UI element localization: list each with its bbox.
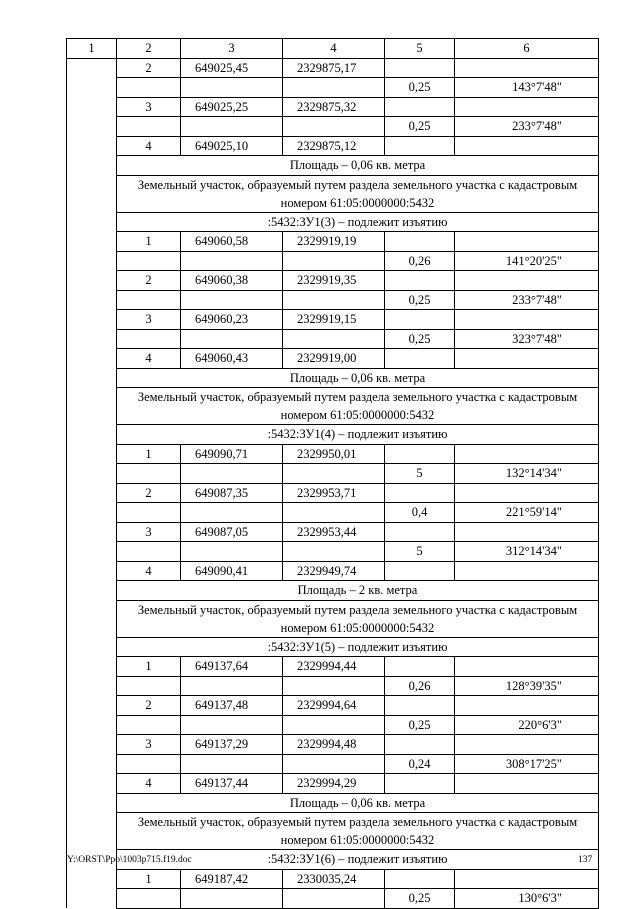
point-number: 1 [117,657,181,677]
coord-y: 2329919,00 [283,349,385,369]
empty-cell [385,696,455,716]
segment-angle: 233°7'48" [455,117,599,137]
empty-cell [283,889,385,909]
coord-y: 2329875,12 [283,136,385,156]
point-row [67,696,599,716]
empty-cell [67,388,117,425]
coord-y: 2329875,17 [283,58,385,78]
coord-x: 649060,38 [181,271,283,291]
segment-length: 0,25 [385,329,455,349]
coord-y: 2329919,19 [283,232,385,252]
point-number: 3 [117,522,181,542]
empty-cell [117,889,181,909]
empty-cell [455,310,599,330]
coord-x: 649187,42 [181,869,283,889]
empty-cell [283,117,385,137]
empty-cell [67,271,117,291]
segment-angle: 233°7'48" [455,290,599,310]
empty-cell [67,368,117,388]
block-title: Земельный участок, образуемый путем раздела земельного участка с кадастровым номером 61:05:0000000:5432 [117,388,599,425]
block-title-row [67,600,599,637]
coord-x: 649025,45 [181,58,283,78]
empty-cell [67,600,117,637]
empty-cell [67,464,117,484]
empty-cell [67,637,117,657]
empty-cell [67,117,117,137]
empty-cell [117,676,181,696]
empty-cell [181,251,283,271]
empty-cell [181,329,283,349]
area-value: Площадь – 0,06 кв. метра [117,793,599,813]
empty-cell [67,290,117,310]
empty-cell [385,136,455,156]
area-row [67,581,599,601]
empty-cell [117,503,181,523]
empty-cell [455,657,599,677]
point-number: 1 [117,444,181,464]
point-number: 4 [117,349,181,369]
point-number: 4 [117,136,181,156]
empty-cell [385,735,455,755]
empty-cell [181,889,283,909]
empty-cell [181,117,283,137]
empty-cell [181,754,283,774]
block-title-row [67,813,599,850]
empty-cell [67,349,117,369]
coord-y: 2329949,74 [283,561,385,581]
point-number: 3 [117,310,181,330]
empty-cell [181,676,283,696]
header-col-2: 2 [117,39,181,59]
segment-row [67,715,599,735]
segment-length: 5 [385,542,455,562]
empty-cell [385,869,455,889]
segment-angle: 221°59'14" [455,503,599,523]
empty-cell [117,290,181,310]
segment-row [67,78,599,98]
header-col-6: 6 [455,39,599,59]
block-title-row [67,175,599,212]
empty-cell [67,136,117,156]
point-row [67,444,599,464]
segment-length: 0,26 [385,676,455,696]
empty-cell [117,78,181,98]
empty-cell [455,271,599,291]
empty-cell [283,251,385,271]
empty-cell [455,522,599,542]
empty-cell [181,290,283,310]
block-subtitle: :5432:ЗУ1(6) – подлежит изъятию [117,850,599,870]
point-number: 1 [117,232,181,252]
segment-row [67,542,599,562]
empty-cell [455,232,599,252]
segment-angle: 143°7'48" [455,78,599,98]
segment-angle: 323°7'48" [455,329,599,349]
coord-x: 649137,48 [181,696,283,716]
empty-cell [283,542,385,562]
empty-cell [67,503,117,523]
empty-cell [283,503,385,523]
empty-cell [283,715,385,735]
empty-cell [67,657,117,677]
point-row [67,735,599,755]
coord-x: 649060,43 [181,349,283,369]
empty-cell [67,813,117,850]
empty-cell [385,774,455,794]
empty-cell [67,696,117,716]
coord-x: 649087,35 [181,483,283,503]
coord-y: 2330035,24 [283,869,385,889]
header-col-1: 1 [67,39,117,59]
area-row [67,793,599,813]
coord-y: 2329994,48 [283,735,385,755]
segment-length: 0,25 [385,889,455,909]
block-subtitle: :5432:ЗУ1(4) – подлежит изъятию [117,425,599,445]
empty-cell [67,156,117,176]
footer-file-path: Y:\ORST\Ppo\1003p715.f19.doc [67,855,192,865]
point-row [67,561,599,581]
empty-cell [455,774,599,794]
empty-cell [67,793,117,813]
empty-cell [117,117,181,137]
empty-cell [67,483,117,503]
empty-cell [117,754,181,774]
point-number: 2 [117,58,181,78]
empty-cell [385,310,455,330]
empty-cell [67,542,117,562]
empty-cell [181,503,283,523]
empty-cell [67,676,117,696]
empty-cell [67,754,117,774]
empty-cell [67,251,117,271]
empty-cell [67,522,117,542]
point-row [67,657,599,677]
header-col-3: 3 [181,39,283,59]
empty-cell [455,561,599,581]
empty-cell [67,78,117,98]
point-row [67,58,599,78]
empty-cell [455,58,599,78]
empty-cell [67,581,117,601]
empty-cell [283,464,385,484]
empty-cell [181,715,283,735]
coord-x: 649090,71 [181,444,283,464]
area-row [67,156,599,176]
empty-cell [67,561,117,581]
empty-cell [455,869,599,889]
empty-cell [455,136,599,156]
coord-x: 649025,10 [181,136,283,156]
coord-x: 649090,41 [181,561,283,581]
block-title: Земельный участок, образуемый путем раздела земельного участка с кадастровым номером 61:05:0000000:5432 [117,600,599,637]
footer-page-number: 137 [578,855,593,865]
point-row [67,310,599,330]
point-number: 1 [117,869,181,889]
coord-x: 649137,29 [181,735,283,755]
empty-cell [67,774,117,794]
empty-cell [67,735,117,755]
empty-cell [385,97,455,117]
coord-y: 2329994,44 [283,657,385,677]
empty-cell [385,271,455,291]
header-col-4: 4 [283,39,385,59]
segment-angle: 308°17'25" [455,754,599,774]
empty-cell [181,464,283,484]
point-number: 4 [117,561,181,581]
empty-cell [117,542,181,562]
area-value: Площадь – 0,06 кв. метра [117,156,599,176]
empty-cell [181,78,283,98]
area-row [67,368,599,388]
point-row [67,483,599,503]
segment-angle: 130°6'3" [455,889,599,909]
segment-row [67,117,599,137]
empty-cell [385,483,455,503]
empty-cell [67,212,117,232]
block-title: Земельный участок, образуемый путем раздела земельного участка с кадастровым номером 61:05:0000000:5432 [117,175,599,212]
block-subtitle-row [67,637,599,657]
empty-cell [385,58,455,78]
coord-y: 2329953,44 [283,522,385,542]
empty-cell [385,444,455,464]
point-number: 2 [117,271,181,291]
empty-cell [67,310,117,330]
point-row [67,869,599,889]
empty-cell [67,889,117,909]
segment-length: 0,25 [385,117,455,137]
coord-y: 2329994,29 [283,774,385,794]
point-number: 3 [117,735,181,755]
coord-y: 2329919,15 [283,310,385,330]
empty-cell [455,735,599,755]
segment-row [67,464,599,484]
area-value: Площадь – 0,06 кв. метра [117,368,599,388]
empty-cell [385,232,455,252]
point-row [67,349,599,369]
empty-cell [455,349,599,369]
empty-cell [117,251,181,271]
point-row [67,774,599,794]
block-subtitle-row [67,212,599,232]
empty-cell [117,329,181,349]
empty-cell [67,715,117,735]
empty-cell [455,97,599,117]
empty-cell [283,754,385,774]
empty-cell [67,58,117,78]
empty-cell [385,522,455,542]
empty-cell [283,290,385,310]
point-row [67,97,599,117]
empty-cell [67,232,117,252]
empty-cell [455,444,599,464]
coordinates-table-body [67,39,599,909]
header-col-5: 5 [385,39,455,59]
point-number: 2 [117,483,181,503]
coord-y: 2329994,64 [283,696,385,716]
empty-cell [67,425,117,445]
empty-cell [455,696,599,716]
coord-x: 649137,64 [181,657,283,677]
segment-angle: 220°6'3" [455,715,599,735]
block-title-row [67,388,599,425]
segment-row [67,290,599,310]
empty-cell [67,175,117,212]
coord-y: 2329919,35 [283,271,385,291]
empty-cell [117,715,181,735]
coordinates-table [66,38,599,909]
segment-row [67,676,599,696]
coord-x: 649060,23 [181,310,283,330]
segment-length: 0,25 [385,715,455,735]
segment-length: 0,26 [385,251,455,271]
point-row [67,232,599,252]
empty-cell [385,561,455,581]
point-row [67,136,599,156]
coord-y: 2329875,32 [283,97,385,117]
coord-x: 649087,05 [181,522,283,542]
empty-cell [385,657,455,677]
block-subtitle: :5432:ЗУ1(3) – подлежит изъятию [117,212,599,232]
segment-row [67,754,599,774]
coord-x: 649137,44 [181,774,283,794]
block-subtitle: :5432:ЗУ1(5) – подлежит изъятию [117,637,599,657]
empty-cell [67,444,117,464]
segment-row [67,329,599,349]
point-number: 4 [117,774,181,794]
empty-cell [455,483,599,503]
block-title: Земельный участок, образуемый путем раздела земельного участка с кадастровым номером 61:05:0000000:5432 [117,813,599,850]
empty-cell [117,464,181,484]
segment-angle: 141°20'25" [455,251,599,271]
empty-cell [181,542,283,562]
table-header-row [67,39,599,59]
point-number: 2 [117,696,181,716]
segment-length: 5 [385,464,455,484]
point-row [67,271,599,291]
empty-cell [67,869,117,889]
point-number: 3 [117,97,181,117]
segment-length: 0,4 [385,503,455,523]
segment-angle: 128°39'35" [455,676,599,696]
empty-cell [283,676,385,696]
empty-cell [283,329,385,349]
segment-length: 0,25 [385,78,455,98]
point-row [67,522,599,542]
coord-y: 2329950,01 [283,444,385,464]
segment-row [67,503,599,523]
segment-row [67,251,599,271]
empty-cell [67,329,117,349]
segment-length: 0,24 [385,754,455,774]
block-subtitle-row [67,425,599,445]
empty-cell [283,78,385,98]
segment-angle: 132°14'34" [455,464,599,484]
empty-cell [385,349,455,369]
coord-x: 649025,25 [181,97,283,117]
area-value: Площадь – 2 кв. метра [117,581,599,601]
coord-y: 2329953,71 [283,483,385,503]
empty-cell [67,97,117,117]
segment-angle: 312°14'34" [455,542,599,562]
segment-row [67,889,599,909]
coord-x: 649060,58 [181,232,283,252]
segment-length: 0,25 [385,290,455,310]
